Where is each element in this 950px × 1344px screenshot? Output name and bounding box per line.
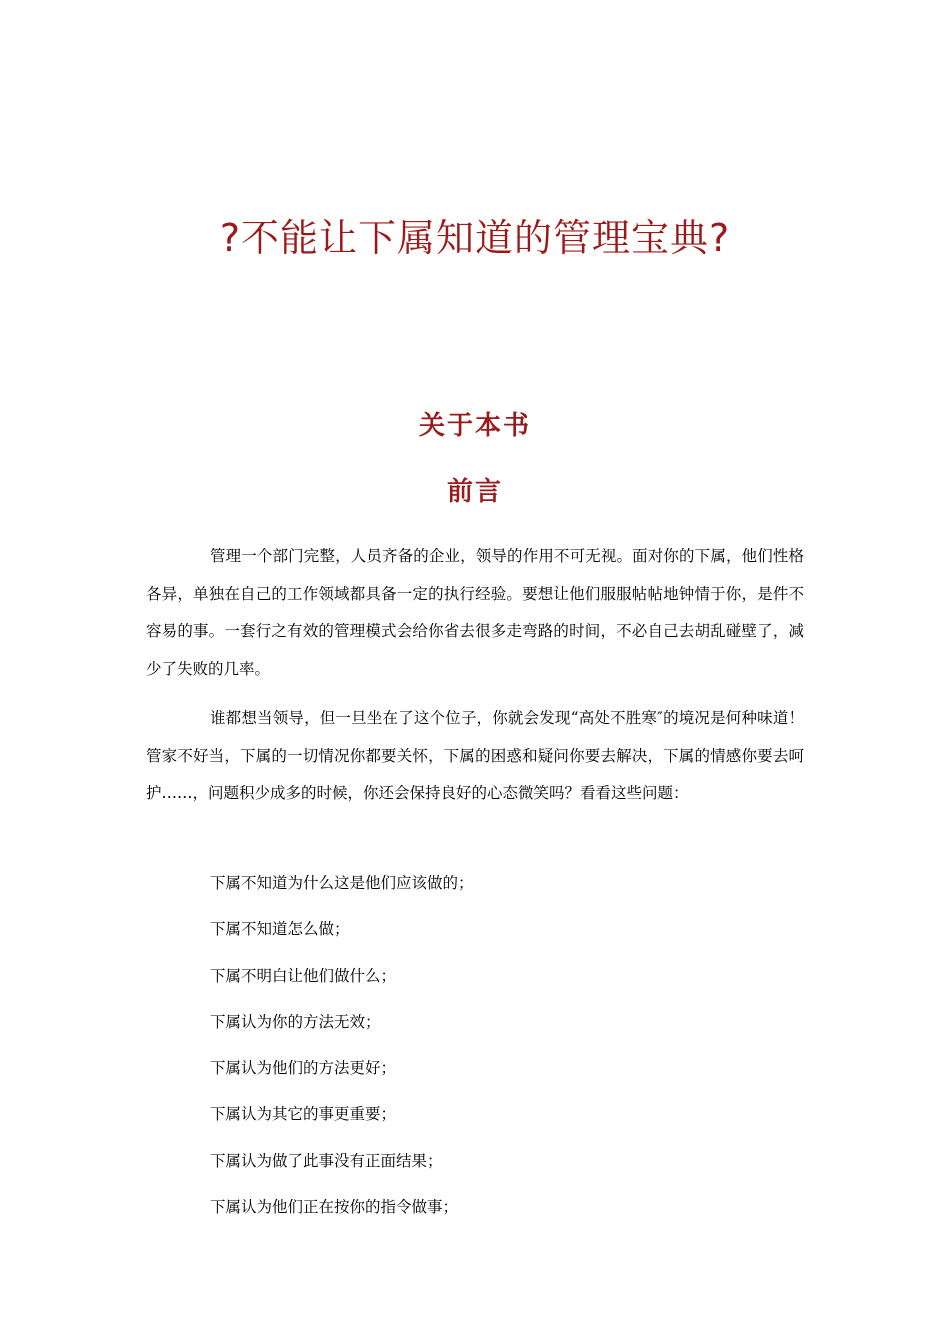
list-item: 下属认为你的方法无效；: [210, 1012, 381, 1031]
list-item: 下属不知道为什么这是他们应该做的；: [210, 874, 474, 892]
paragraph-2: 谁都想当领导，但一旦坐在了这个位子，你就会发现“高处不胜寒″的境况是何种味道！管家不好当，下属的一切情况你都要关怀，下属的困惑和疑问你要去解决，下属的情感你要去呵护……，问题积少成多的时候，你还会保持良好的心态微笑吗？看看这些问题：: [146, 709, 804, 802]
list-item: 下属不明白让他们做什么；: [210, 966, 397, 985]
list-item: 下属认为他们的方法更好；: [210, 1059, 397, 1078]
list-item: 下属认为做了此事没有正面结果；: [210, 1151, 443, 1170]
paragraph-1: 管理一个部门完整，人员齐备的企业，领导的作用不可无视。面对你的下属，他们性格各异，单独在自己的工作领域都具备一定的执行经验。要想让他们服服帖帖地钟情于你，是件不容易的事。一套行之有效的管理模式会给你省去很多走弯路的时间，不必自己去胡乱碰壁了，减少了失败的几率。: [146, 547, 804, 678]
document-title: ?不能让下属知道的管理宝典?: [219, 216, 731, 260]
problem-list: [210, 860, 474, 1230]
list-item: 下属认为他们正在按你的指令做事；: [210, 1198, 459, 1217]
heading-preface: 前言: [446, 477, 503, 507]
list-item: 下属不知道怎么做；: [210, 920, 350, 939]
list-item: 下属认为其它的事更重要；: [210, 1105, 397, 1124]
heading-about-book: 关于本书: [418, 411, 531, 441]
